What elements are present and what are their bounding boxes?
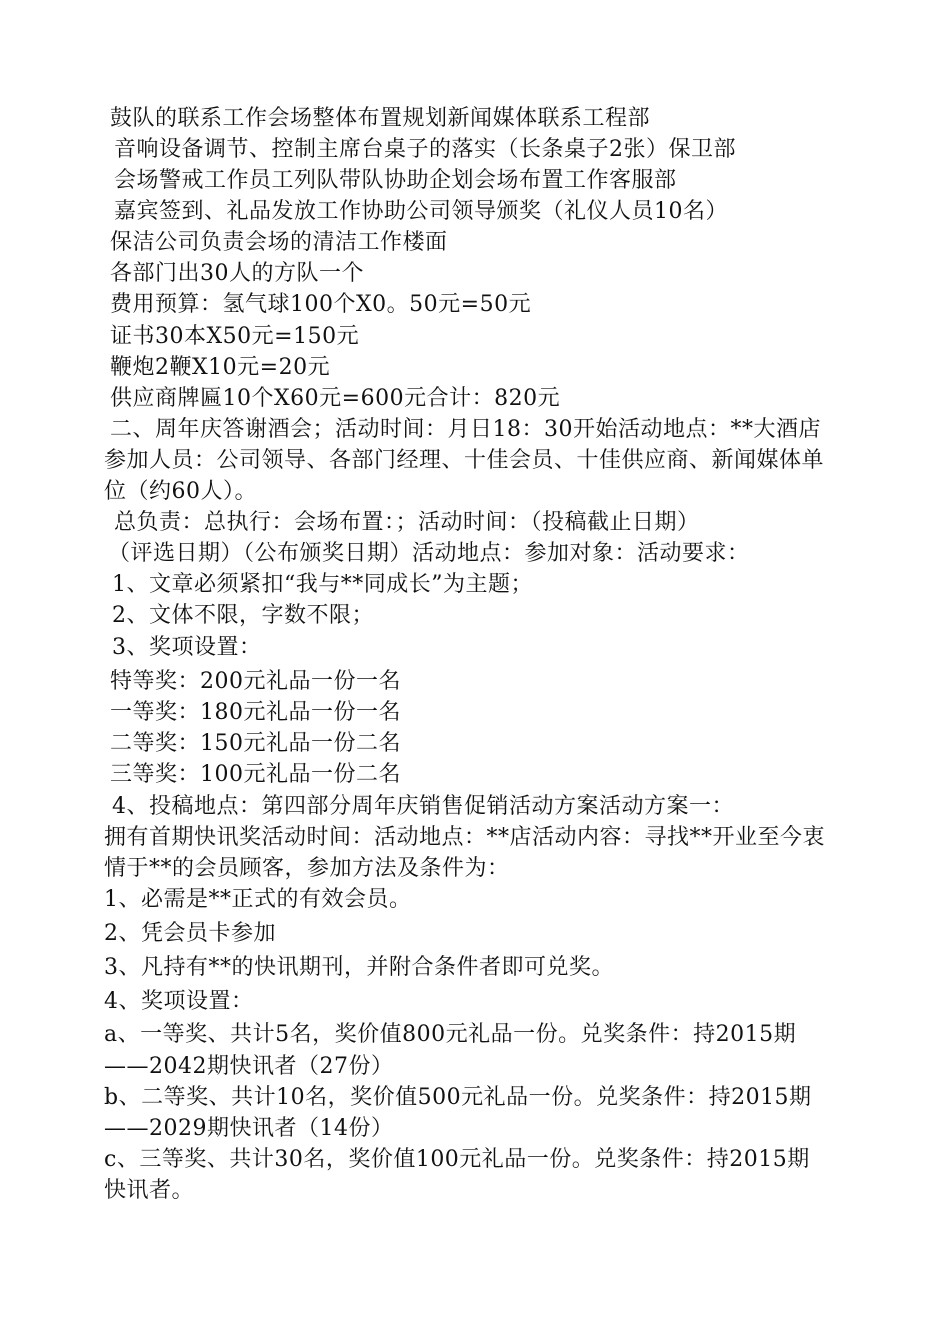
text-line-10: 供应商牌匾10个X60元=600元合计：820元 (110, 386, 561, 411)
text-line-8: 证书30本X50元=150元 (110, 324, 360, 349)
text-line-18: 3、奖项设置： (112, 635, 262, 660)
text-line-34: c、三等奖、共计30名，奖价值100元礼品一份。兑奖条件：持2015期 (104, 1147, 810, 1172)
text-line-29: 4、奖项设置： (104, 989, 254, 1014)
text-line-27: 2、凭会员卡参加 (104, 921, 276, 946)
text-line-15: （评选日期）（公布颁奖日期）活动地点：参加对象：活动要求： (108, 541, 750, 566)
text-line-33: ——2029期快讯者（14份） (104, 1116, 394, 1141)
text-line-30: a、一等奖、共计5名，奖价值800元礼品一份。兑奖条件：持2015期 (104, 1022, 797, 1047)
text-line-24: 拥有首期快讯奖活动时间：活动地点：**店活动内容：寻找**开业至今衷 (104, 825, 826, 850)
text-line-20: 一等奖：180元礼品一份一名 (110, 700, 401, 725)
text-line-12: 参加人员：公司领导、各部门经理、十佳会员、十佳供应商、新闻媒体单 (104, 448, 825, 473)
text-line-28: 3、凡持有**的快讯期刊，并附合条件者即可兑奖。 (104, 955, 614, 980)
text-line-11: 二、周年庆答谢酒会；活动时间：月日18：30开始活动地点：**大酒店 (110, 417, 821, 442)
text-line-26: 1、必需是**正式的有效会员。 (104, 887, 412, 912)
text-line-3: 会场警戒工作员工列队带队协助企划会场布置工作客服部 (114, 168, 677, 193)
text-line-1: 鼓队的联系工作会场整体布置规划新闻媒体联系工程部 (110, 106, 651, 131)
text-line-16: 1、文章必须紧扣“我与**同成长”为主题； (112, 572, 533, 597)
text-line-14: 总负责：总执行：会场布置：；活动时间：（投稿截止日期） (114, 510, 700, 535)
text-line-6: 各部门出30人的方队一个 (110, 261, 364, 286)
text-line-9: 鞭炮2鞭X10元=20元 (110, 355, 331, 380)
text-line-31: ——2042期快讯者（27份） (104, 1054, 394, 1079)
text-line-32: b、二等奖、共计10名，奖价值500元礼品一份。兑奖条件：持2015期 (104, 1085, 812, 1110)
text-line-22: 三等奖：100元礼品一份二名 (110, 762, 401, 787)
text-line-17: 2、文体不限，字数不限； (112, 603, 374, 628)
text-line-13: 位（约60人）。 (104, 479, 257, 504)
text-line-2: 音响设备调节、控制主席台桌子的落实（长条桌子2张）保卫部 (114, 137, 736, 162)
text-line-25: 情于**的会员顾客，参加方法及条件为： (104, 856, 510, 881)
text-line-5: 保洁公司负责会场的清洁工作楼面 (110, 230, 448, 255)
text-line-21: 二等奖：150元礼品一份二名 (110, 731, 401, 756)
text-line-35: 快讯者。 (104, 1178, 195, 1203)
text-line-7: 费用预算：氢气球100个X0。50元=50元 (110, 292, 532, 317)
text-line-23: 4、投稿地点：第四部分周年庆销售促销活动方案活动方案一： (112, 794, 734, 819)
text-line-4: 嘉宾签到、礼品发放工作协助公司领导颁奖（礼仪人员10名） (114, 199, 728, 224)
text-line-19: 特等奖：200元礼品一份一名 (110, 669, 401, 694)
